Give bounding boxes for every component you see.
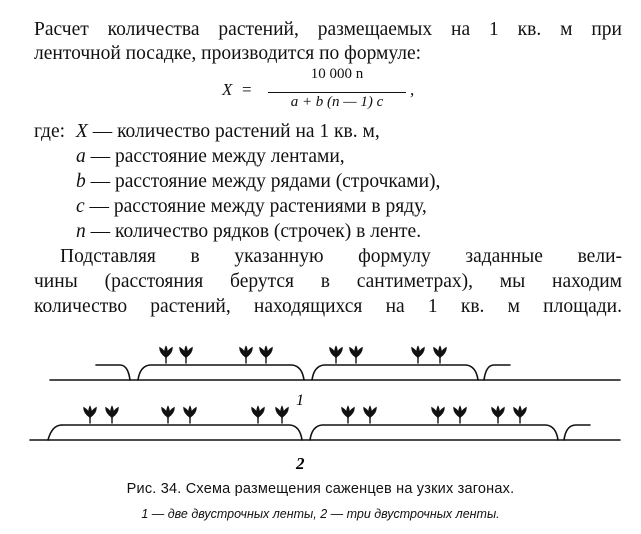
formula-lhs: X [222,80,233,99]
intro-line-2: ленточной посадке, производится по формуле: [34,43,422,64]
seedling-icon [180,347,192,363]
seedling-icon [106,407,118,423]
figure-subcaption: 1 — две двустрочных ленты, 2 — три двустрочных ленты. [141,507,500,521]
seedling-icon [276,407,288,423]
formula-comma: , [410,80,415,99]
definition-symbol: X [75,121,88,142]
definition-row [76,170,440,194]
definition-lead: где: [34,121,66,142]
seedling-icon [184,407,196,423]
right-stub-ridge-2 [564,425,590,440]
definition-symbol: a [76,146,86,167]
definition-text: — расстояние между лентами, [90,146,345,167]
seedling-icon [252,407,264,423]
paragraph-line-1: Подставляя в указанную формулу заданные вели- [60,246,622,267]
definition-row [76,145,345,169]
seedling-icon [434,347,446,363]
bed-1a [138,365,304,380]
plant-count-formula [222,66,422,118]
seedling-icon [160,347,172,363]
formula-denominator: a + b (n — 1) c [290,94,384,110]
seedling-icon [454,407,466,423]
right-stub-ridge-1 [484,365,510,380]
fraction-bar [268,92,406,93]
definition-text: — количество растений на 1 кв. м, [92,121,380,142]
definition-row [34,120,380,144]
definition-text: — расстояние между растениями в ряду, [89,196,427,217]
figure-caption: Рис. 34. Схема размещения саженцев на узких загонах. [126,481,515,497]
scheme-label-1: 1 [296,392,304,409]
definition-symbol: n [76,221,86,242]
bed-2b [310,425,558,440]
definition-text: — количество рядков (строчек) в ленте. [90,221,422,242]
left-stub-ridge-2 [48,425,62,440]
seedling-icon [412,347,424,363]
scheme-label-2: 2 [296,454,305,473]
seedling-icon [330,347,342,363]
seedling-icon [240,347,252,363]
seedling-icon [364,407,376,423]
seedling-icon [432,407,444,423]
seedling-icon [350,347,362,363]
seedling-icon [260,347,272,363]
paragraph-line-3: количество растений, находящихся на 1 кв. м площади. [34,296,622,317]
seedling-icon [342,407,354,423]
definition-row [76,195,427,219]
definition-text: — расстояние между рядами (строчками), [90,171,441,192]
seedling-icon [492,407,504,423]
planting-scheme-figure [0,330,641,480]
definition-symbol: c [76,196,85,217]
paragraph-line-2: чины (расстояния берутся в сантиметрах), мы находим [34,271,622,292]
formula-numerator: 10 000 n [310,66,364,82]
formula-equals: = [242,80,252,99]
seedling-icon [84,407,96,423]
bed-2a [62,425,302,440]
left-stub-ridge-1 [96,365,130,380]
bed-1b [312,365,478,380]
intro-line-1: Расчет количества растений, размещаемых на 1 кв. м при [34,19,622,40]
seedling-icon [514,407,526,423]
definition-row [76,220,421,244]
definition-symbol: b [76,171,86,192]
seedling-icon [162,407,174,423]
